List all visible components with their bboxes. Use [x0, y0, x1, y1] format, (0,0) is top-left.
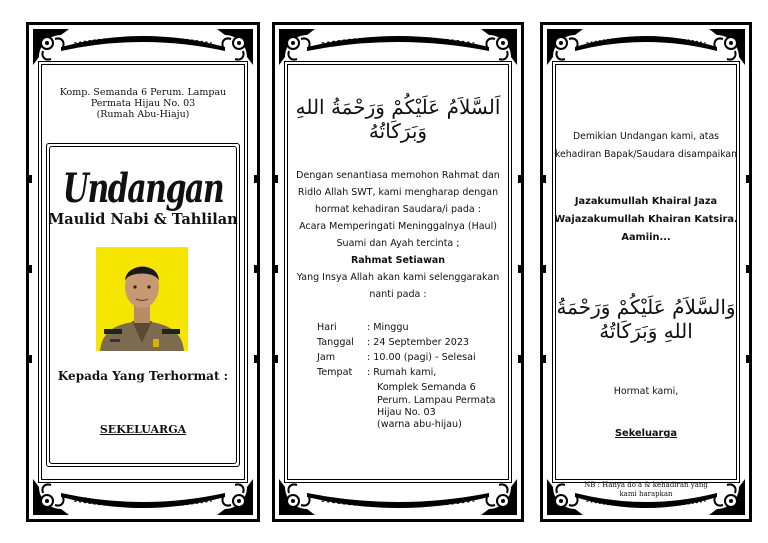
details-panel: [272, 22, 524, 522]
ornament-band-bottom: [307, 493, 489, 515]
ornament-band-top: [307, 29, 489, 51]
footnote: NB : Hanya do'a & kehadiran yang kami harapkan: [584, 481, 708, 498]
invitation-title: Undangan: [62, 165, 224, 212]
salam-calligraphy: اَلسَّلاَمُ عَلَيْكُمْ وَرَحْمَةُ اللهِ وَبَرَكَاتُهُ: [295, 95, 501, 143]
schedule-row: Jam : 10.00 (pagi) - Selesai: [317, 352, 476, 363]
event-schedule: [317, 320, 495, 431]
recipient-label: SEKELUARGA: [99, 423, 187, 436]
signature-label: Sekeluarga: [615, 428, 677, 439]
corner-ornament: [707, 27, 747, 67]
ornament-band-top: [61, 29, 225, 51]
schedule-row: Tanggal : 24 September 2023: [317, 337, 470, 348]
invitation-body: Dengan senantiasa memohon Rahmat dan Ridlo Allah SWT, kami mengharap dengan hormat kehadiran Saudara/i pada : Acara Memperingati Meninggalnya (Haul) Suami dan Ayah tercinta ; Rahmat Setiawan Yang Insya Allah akan kami selenggarakan nanti pada :: [296, 170, 500, 300]
cover-panel: [26, 22, 260, 522]
portrait-photo: [96, 247, 188, 351]
closing-text: Demikian Undangan kami, atas kehadiran Bapak/Saudara disampaikan: [554, 131, 738, 160]
corner-ornament: [277, 477, 317, 517]
prayer-text: Jazakumullah Khairal Jaza Wajazakumullah Khairan Katsira. Aamiin...: [554, 196, 738, 243]
corner-ornament: [479, 477, 519, 517]
ornament-band-bottom: [61, 493, 225, 515]
deceased-name: Rahmat Setiawan: [350, 255, 446, 266]
event-subtitle: Maulid Nabi & Tahlilan: [48, 211, 238, 228]
closing-salam-calligraphy: وَالسَّلاَمُ عَلَيْكُمْ وَرَحْمَةُ اللهِ وَبَرَكَاتُهُ: [556, 295, 736, 343]
corner-ornament: [31, 477, 71, 517]
corner-ornament: [215, 477, 255, 517]
address-block: Komp. Semanda 6 Perum. Lampau Permata Hijau No. 03 (Rumah Abu-Hiaju): [59, 87, 227, 120]
corner-ornament: [215, 27, 255, 67]
corner-ornament: [31, 27, 71, 67]
regards-label: Hormat kami,: [613, 386, 679, 397]
ornament-band-top: [575, 29, 717, 51]
greeting-label: Kepada Yang Terhormat :: [57, 369, 229, 383]
corner-ornament: [277, 27, 317, 67]
closing-panel: [540, 22, 752, 522]
corner-ornament: [545, 27, 585, 67]
schedule-row: Tempat : Rumah kami, Komplek Semanda 6 Perum. Lampau Permata Hijau No. 03 (warna abu-hijau): [317, 367, 496, 430]
schedule-row: Hari : Minggu: [317, 322, 409, 333]
corner-ornament: [479, 27, 519, 67]
